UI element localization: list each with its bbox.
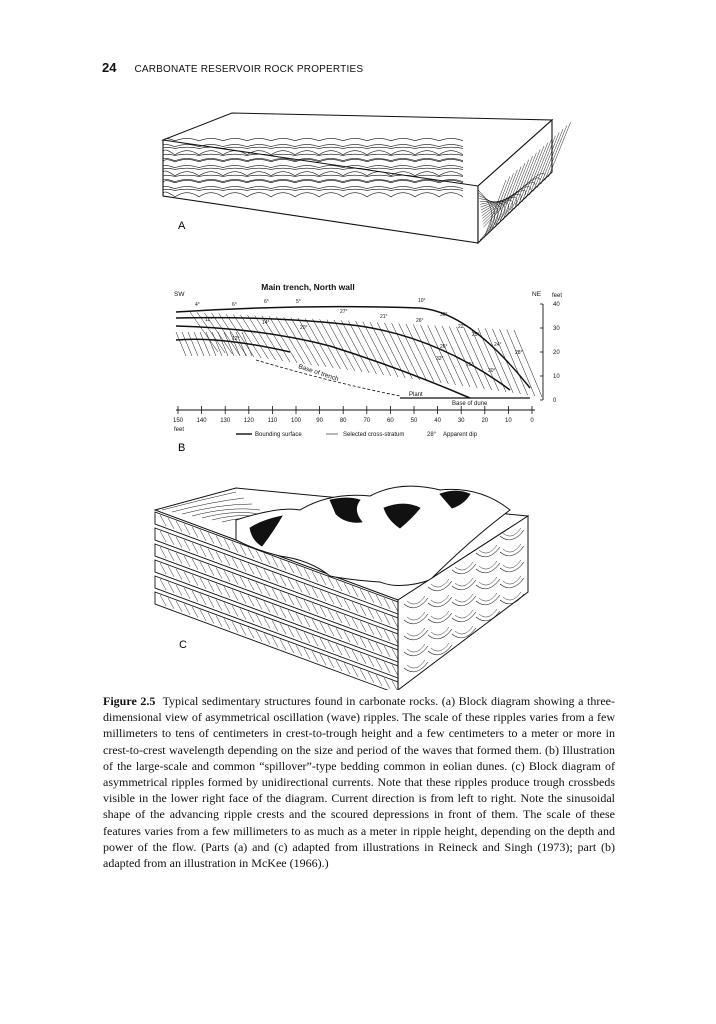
panel-a-ripple-block <box>163 113 571 243</box>
horizontal-tick-label: 90 <box>316 418 323 424</box>
ne-label: NE <box>532 291 542 298</box>
horizontal-tick-label: 10 <box>505 418 512 424</box>
running-title: CARBONATE RESERVOIR ROCK PROPERTIES <box>134 64 364 75</box>
dip-label: 5° <box>296 299 301 305</box>
panel-b-label: B <box>178 442 186 454</box>
horizontal-tick-label: 50 <box>410 418 418 424</box>
cross-stratum <box>377 322 405 378</box>
cross-stratum <box>341 320 369 373</box>
cross-stratum <box>182 332 192 356</box>
cross-stratum <box>420 325 448 384</box>
dip-label: 22° <box>458 324 466 330</box>
dip-label: 30° <box>440 312 448 318</box>
cross-stratum <box>327 320 355 371</box>
dip-label: 6° <box>264 299 269 305</box>
dip-label: 24° <box>494 342 502 348</box>
panel-a-front-lamina <box>163 192 463 197</box>
vertical-tick-label: 30 <box>553 326 560 332</box>
cross-stratum <box>384 323 412 379</box>
cross-stratum <box>176 332 186 356</box>
horizontal-tick-label: 150 <box>172 418 184 424</box>
horizontal-tick-label: 120 <box>243 418 254 424</box>
cross-stratum <box>442 326 470 387</box>
dip-label: 26° <box>416 318 424 324</box>
cross-stratum <box>413 324 441 383</box>
dip-label: 30° <box>488 368 496 374</box>
dip-label: 25° <box>472 332 480 338</box>
horizontal-tick-label: 130 <box>220 418 231 424</box>
cross-stratum <box>399 324 427 381</box>
panel-a-front-lamina <box>163 186 463 188</box>
cross-stratum <box>363 322 391 376</box>
dip-label: 26° <box>440 344 448 350</box>
horizontal-unit: feet <box>174 427 185 433</box>
dip-label: 27° <box>340 309 348 315</box>
horizontal-tick-label: 100 <box>290 418 302 424</box>
cross-stratum <box>514 330 542 397</box>
horizontal-tick-label: 60 <box>387 418 394 424</box>
dip-label: 14° <box>262 320 270 326</box>
dip-label: 25° <box>466 362 474 368</box>
vertical-tick-label: 20 <box>553 350 560 356</box>
legend-dip-text: Apparent dip <box>443 432 478 438</box>
cross-stratum <box>206 332 216 356</box>
dip-label: 6° <box>232 302 237 308</box>
dip-label: 20° <box>300 325 308 331</box>
vertical-tick-label: 10 <box>553 374 560 380</box>
dip-label: 12° <box>232 336 240 342</box>
horizontal-tick-label: 20 <box>481 418 489 424</box>
caption-text: Typical sedimentary structures found in carbonate rocks. (a) Block diagram showing a three-dimensional view of asymmetrical oscillation (wave) ripples. The scale of these ripples varies from a few millimeters to tens of centimeters in crest-to-trough height and a few centimeters to a meter or more in crest-to-crest wavelength depending on the size and period of the waves that formed them. (b) Illustration of the large-scale and common “spillover”-type bedding common in eolian dunes. (c) Block diagram of asymmetrical ripples formed by unidirectional currents. Note that these ripples produce trough crossbeds visible in the lower right face of the diagram. Current direction is from left to right. Note the sinusoidal shape of the advancing ripple crests and the scoured depressions in front of them. The scale of these features varies from a few millimeters to as much as a meter in ripple height, depending on the depth and power of the flow. (Parts (a) and (c) adapted from illustrations in Reineck and Singh (1973); part (b) adapted from an illustration in McKee (1966).) <box>103 694 616 871</box>
cross-stratum <box>492 329 520 394</box>
legend-bounding-surface: Bounding surface <box>255 432 302 438</box>
cross-stratum <box>194 332 204 356</box>
cross-stratum <box>188 332 198 356</box>
sw-label: SW <box>174 291 185 298</box>
panel-b-dune-section <box>173 298 560 424</box>
dip-label: 21° <box>380 314 388 320</box>
dip-label: 10° <box>418 298 426 304</box>
vertical-tick-label: 0 <box>553 398 557 404</box>
page-number: 24 <box>102 60 117 75</box>
horizontal-tick-label: 40 <box>434 418 441 424</box>
base-of-trench-label: Base of trench <box>297 363 340 383</box>
cross-stratum <box>212 332 222 356</box>
plant-label: Plant <box>409 392 423 398</box>
panel-c-label: C <box>179 639 187 651</box>
legend-dip-value: 28° <box>427 432 437 438</box>
cross-stratum <box>507 330 535 396</box>
horizontal-tick-label: 30 <box>457 418 465 424</box>
legend-cross-stratum: Selected cross-stratum <box>343 432 405 438</box>
caption-label: Figure 2.5 <box>103 694 156 708</box>
panel-b-title: Main trench, North wall <box>261 282 355 292</box>
panel-c-current-ripple-block <box>155 486 528 690</box>
dip-label: 11° <box>205 317 213 323</box>
base-of-dune-label: Base of dune <box>452 401 488 407</box>
horizontal-tick-label: 80 <box>339 418 347 424</box>
cross-stratum <box>305 318 333 368</box>
horizontal-tick-label: 70 <box>363 418 371 424</box>
vertical-tick-label: 40 <box>553 302 560 308</box>
dip-label: 32° <box>436 356 444 362</box>
cross-stratum <box>478 328 506 392</box>
cross-stratum <box>334 320 362 372</box>
cross-stratum <box>312 319 340 369</box>
cross-stratum <box>200 332 210 356</box>
vertical-unit: feet <box>552 293 563 299</box>
legend <box>236 432 478 438</box>
figure-caption <box>103 693 615 871</box>
panel-a-label: A <box>178 220 186 232</box>
dip-label: 4° <box>195 302 200 308</box>
horizontal-tick-label: 110 <box>267 418 278 424</box>
horizontal-tick-label: 140 <box>196 418 207 424</box>
cross-stratum <box>276 317 304 364</box>
dip-label: 28° <box>515 350 523 356</box>
horizontal-tick-label: 0 <box>530 418 534 424</box>
panel-a-front-lamina <box>163 189 463 191</box>
cross-stratum <box>485 328 513 393</box>
